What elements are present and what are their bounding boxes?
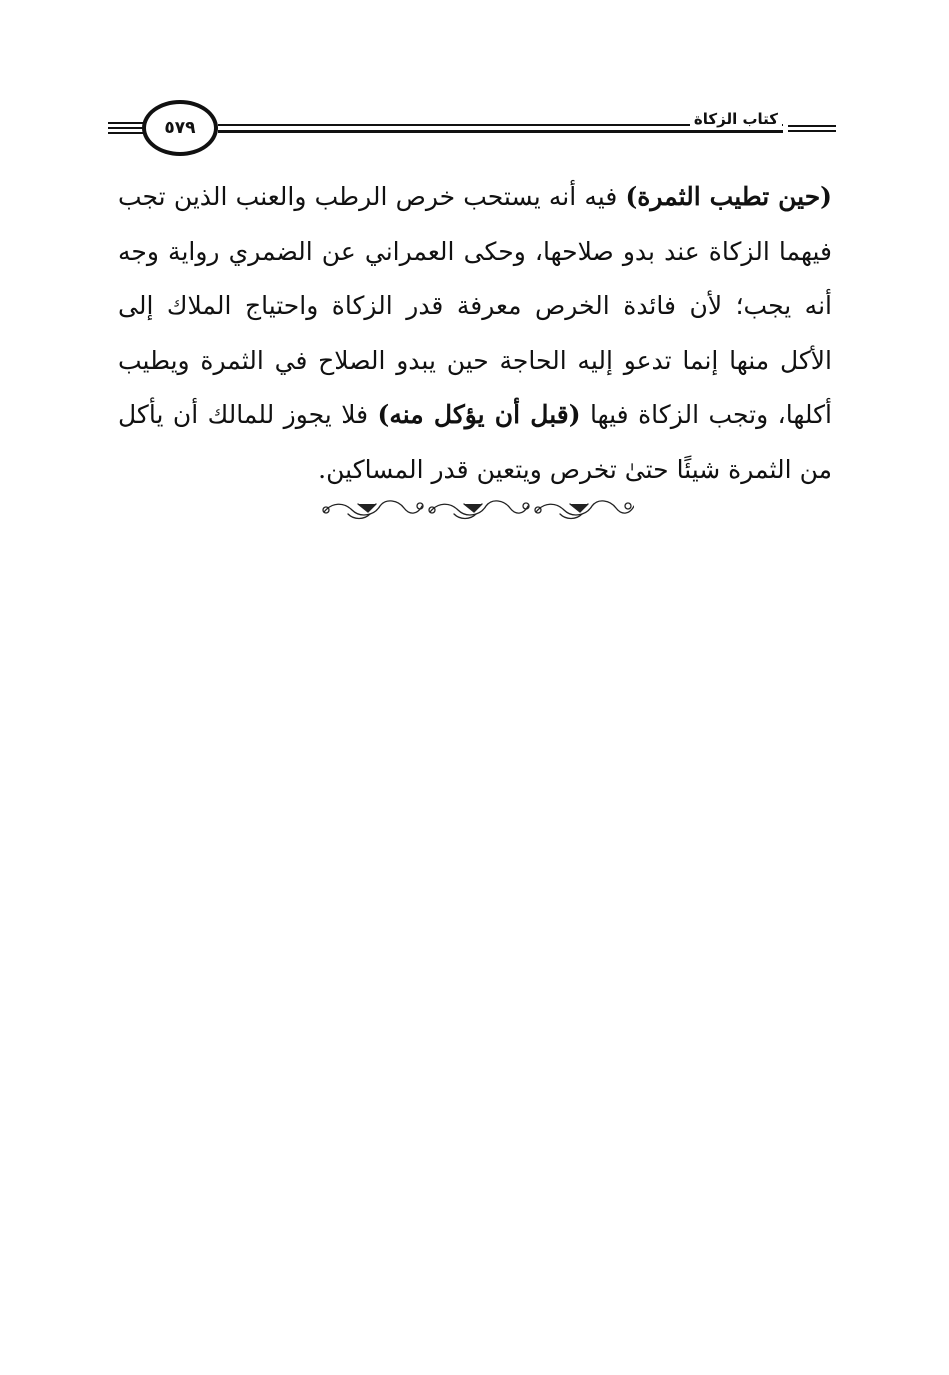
paragraph-text: فلا يجوز للمالك أن يأكل من الثمرة شيئًا حتىٰ تخرص ويتعين قدر المساكين. <box>118 400 832 484</box>
mid-term: (قبل أن يؤكل منه) <box>377 400 581 429</box>
floral-ornament-icon <box>318 492 634 524</box>
ornament-motif <box>535 501 634 519</box>
ornament-motif <box>429 501 529 519</box>
header-rule-right <box>788 130 836 132</box>
page-number-badge <box>142 100 218 156</box>
page-number: ٥٧٩ <box>164 118 196 138</box>
paragraph-text: فيه أنه يستحب خرص الرطب والعنب الذين تجب فيهما الزكاة عند بدو صلاحها، وحكى العمراني عن الضمري رواية وجه أنه يجب؛ لأن فائدة الخرص معرفة قدر الزكاة واحتياج الملاك إلى الأكل منها إنما تدعو إليه الحاجة حين يبدو الصلاح في الثمرة ويطيب أكلها، وتجب الزكاة فيها <box>118 182 832 429</box>
page-header <box>108 96 838 166</box>
header-rule-main <box>218 130 783 133</box>
header-rule-right <box>788 125 836 127</box>
chapter-title: كتاب الزكاة <box>690 110 782 128</box>
ornament-motif <box>323 501 423 519</box>
body-paragraph <box>118 170 832 497</box>
lead-term: (حين تطيب الثمرة) <box>625 182 833 211</box>
